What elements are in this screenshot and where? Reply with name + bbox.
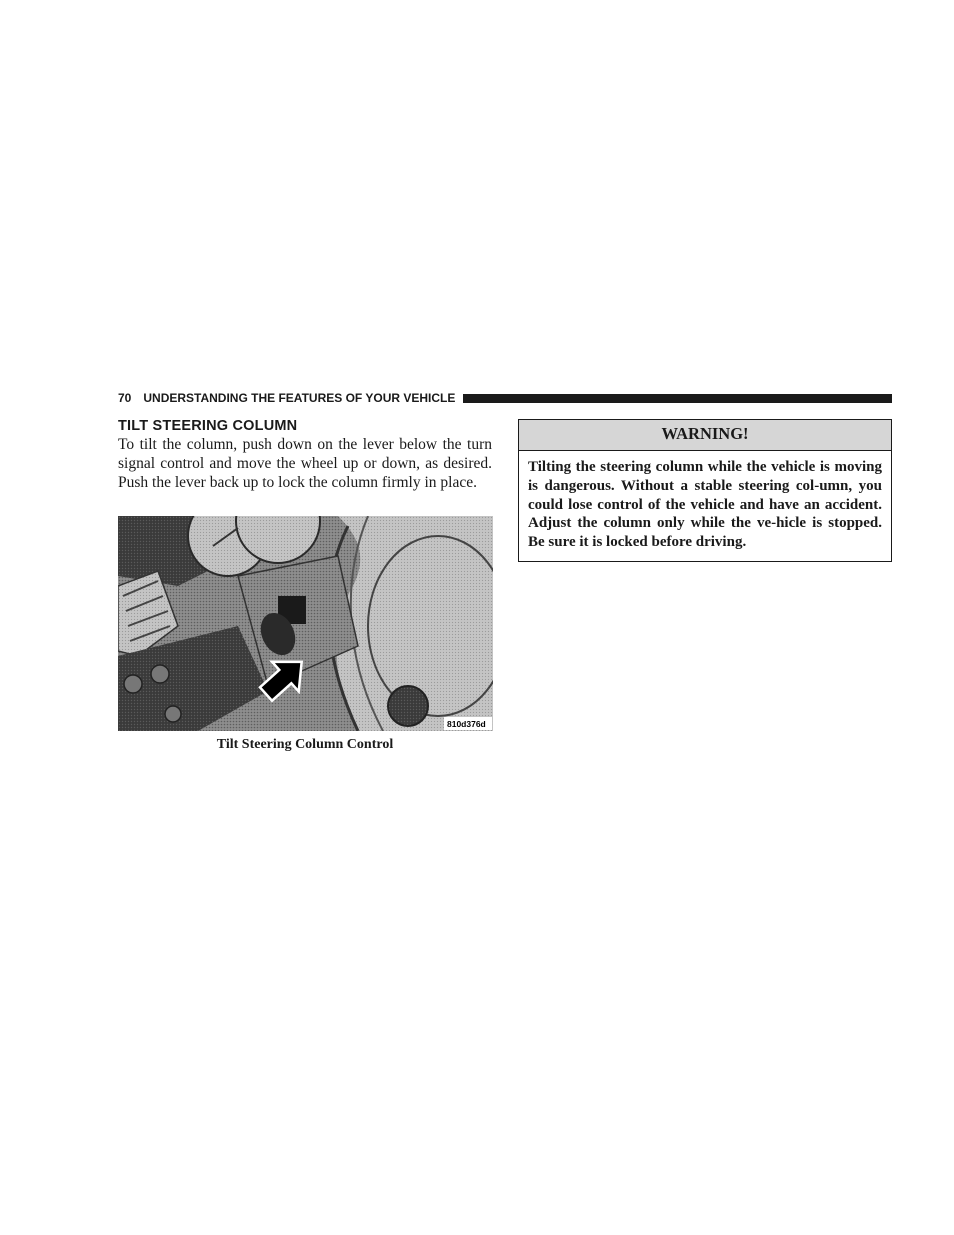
page-header [118, 390, 892, 406]
warning-box [518, 419, 892, 562]
section-title: TILT STEERING COLUMN [118, 418, 298, 434]
section-paragraph: To tilt the column, push down on the lever below the turn signal control and move the wheel up or down, as desired. Push the lever back up to lock the column firmly in place. [118, 436, 492, 491]
figure-caption: Tilt Steering Column Control [216, 737, 394, 752]
warning-heading: WARNING! [519, 420, 891, 451]
figure-code: 810d376d [447, 719, 486, 729]
page-number: 70 [118, 391, 132, 405]
header-rule [463, 394, 892, 403]
left-column [118, 418, 492, 492]
warning-text: Tilting the steering column while the vehicle is moving is dangerous. Without a stable steering col-umn, you could lose control of the vehicle and have an accident. Adjust the column only while the ve-hicle is stopped. Be sure it is locked before driving. [528, 459, 882, 551]
steering-column-illustration [118, 516, 493, 731]
steering-column-photo [118, 516, 493, 731]
running-head: UNDERSTANDING THE FEATURES OF YOUR VEHICLE [143, 391, 456, 405]
